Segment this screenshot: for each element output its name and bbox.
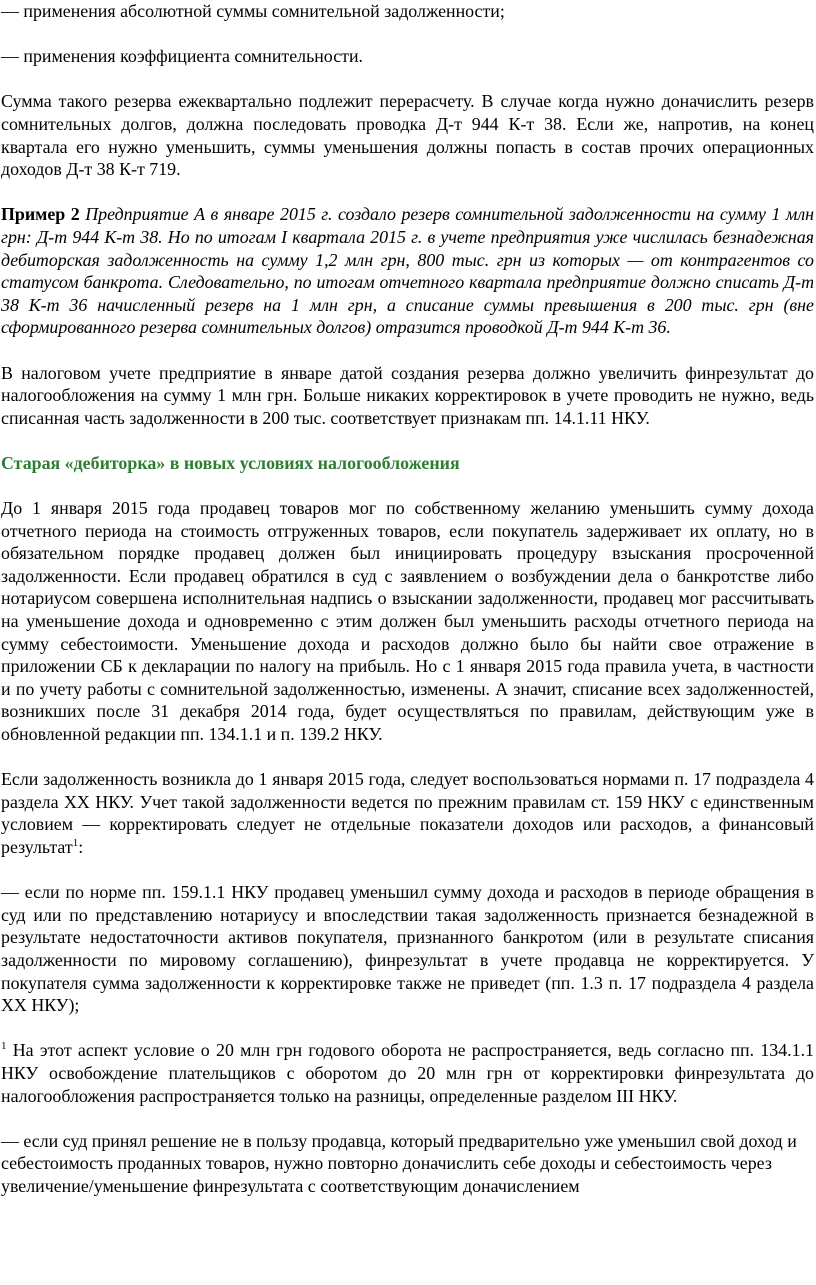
example-2-paragraph (1, 203, 814, 339)
list-item-bankruptcy (1, 881, 814, 1017)
example-label: Пример 2 (1, 204, 80, 225)
example-text: Предприятие А в январе 2015 г. создало резерв сомнительной задолженности на сумму 1 млн грн: Д-т 944 К-т 38. Но по итогам I квартала 2015 г. в учете предприятия уже числилась безнадежная дебиторская задолженность на сумму 1,2 млн грн, 800 тыс. грн из которых — от контрагентов со статусом банкрота. Следовательно, по итогам отчетного квартала предприятие должно списать Д-т 38 К-т 36 начисленный резерв на 1 млн грн, а списание суммы превышения в 200 тыс. грн (вне сформированного резерва сомнительных долгов) отразится проводкой Д-т 944 К-т 36. (1, 204, 814, 338)
paragraph-text: Сумма такого резерва ежеквартально подлежит перерасчету. В случае когда нужно доначислить резерв сомнительных долгов, должна последовать проводка Д-т 944 К-т 38. Если же, напротив, на конец квартала его нужно уменьшить, суммы уменьшения должны попасть в состав прочих операционных доходов Д-т 38 К-т 719. (1, 91, 814, 180)
section-heading: Старая «дебиторка» в новых условиях налогообложения (1, 452, 460, 473)
footnote-reference[interactable]: 1 (72, 837, 79, 849)
paragraph-text: — если по норме пп. 159.1.1 НКУ продавец уменьшил сумму дохода и расходов в периоде обращения в суд или по представлению нотариусу и впоследствии такая задолженность признается безнадежной в результате недостаточности активов покупателя, признанного банкротом (или в результате списания задолженности по мировому соглашению), финрезультат в учете продавца не корректируется. У покупателя сумма задолженности к корректировке также не приведет (пп. 1.3 п. 17 подраздела 4 раздела XX НКУ); (1, 882, 814, 1016)
footnote-text: На этот аспект условие о 20 млн грн годового оборота не распространяется, ведь согласно пп. 134.1.1 НКУ освобождение плательщиков с оборотом до 20 млн грн от корректировки финрезультата до налогообложения распространяется только на разницы, определенные разделом III НКУ. (1, 1040, 814, 1106)
paragraph-text: В налоговом учете предприятие в январе датой создания резерва должно увеличить финрезультат до налогообложения на сумму 1 млн грн. Больше никаких корректировок в учете проводить не нужно, ведь списанная часть задолженности в 200 тыс. соответствует признакам пп. 14.1.11 НКУ. (1, 362, 814, 428)
paragraph-reserve-recalc (1, 90, 814, 180)
footnote (1, 1039, 814, 1107)
list-item-court-decision (1, 1130, 814, 1198)
paragraph-text: Если задолженность возникла до 1 января 2015 года, следует воспользоваться нормами п. 17 подраздела 4 раздела XX НКУ. Учет такой задолженности ведется по прежним правилам ст. 159 НКУ с единственным условием — корректировать следует не отдельные показатели доходов или расходов, а финансовый результат (1, 769, 814, 857)
footnote-mark: 1 (1, 1040, 7, 1053)
paragraph-tax-accounting (1, 362, 814, 430)
paragraph-debt-before-2015 (1, 768, 814, 858)
paragraph-text: — применения абсолютной суммы сомнительной задолженности; (1, 1, 505, 21)
list-item-coefficient (1, 45, 814, 68)
paragraph-before-2015 (1, 497, 814, 746)
paragraph-text: — если суд принял решение не в пользу продавца, который предварительно уже уменьшил свой доход и себестоимость проданных товаров, нужно повторно доначислить себе доходы и себестоимость через увеличение/уменьшение финрезультата с соответствующим доначислением (1, 1130, 797, 1196)
paragraph-text: До 1 января 2015 года продавец товаров мог по собственному желанию уменьшить сумму дохода отчетного периода на стоимость отгруженных товаров, если покупатель задерживает их оплату, но в обязательном порядке продавец должен был инициировать процедуру взыскания просроченной задолженности. Если продавец обратился в суд с заявлением о возбуждении дела о банкротстве либо нотариусом совершена исполнительная надпись о взыскании задолженности, продавец мог рассчитывать на уменьшение дохода и одновременно с этим должен был уменьшить расходы отчетного периода на сумму себестоимости. Уменьшение дохода и расходов должно было бы найти свое отражение в приложении СБ к декларации по налогу на прибыль. Но с 1 января 2015 года правила учета, в частности и по учету работы с сомнительной задолженностью, изменены. А значит, списание всех задолженностей, возникших после 31 декабря 2014 года, будет осуществляться по правилам, действующим уже в обновленной редакции пп. 134.1.1 и п. 139.2 НКУ. (1, 498, 814, 744)
list-item-absolute-sum (1, 0, 814, 23)
paragraph-text-end: : (78, 836, 84, 857)
paragraph-text: — применения коэффициента сомнительности. (1, 46, 364, 67)
